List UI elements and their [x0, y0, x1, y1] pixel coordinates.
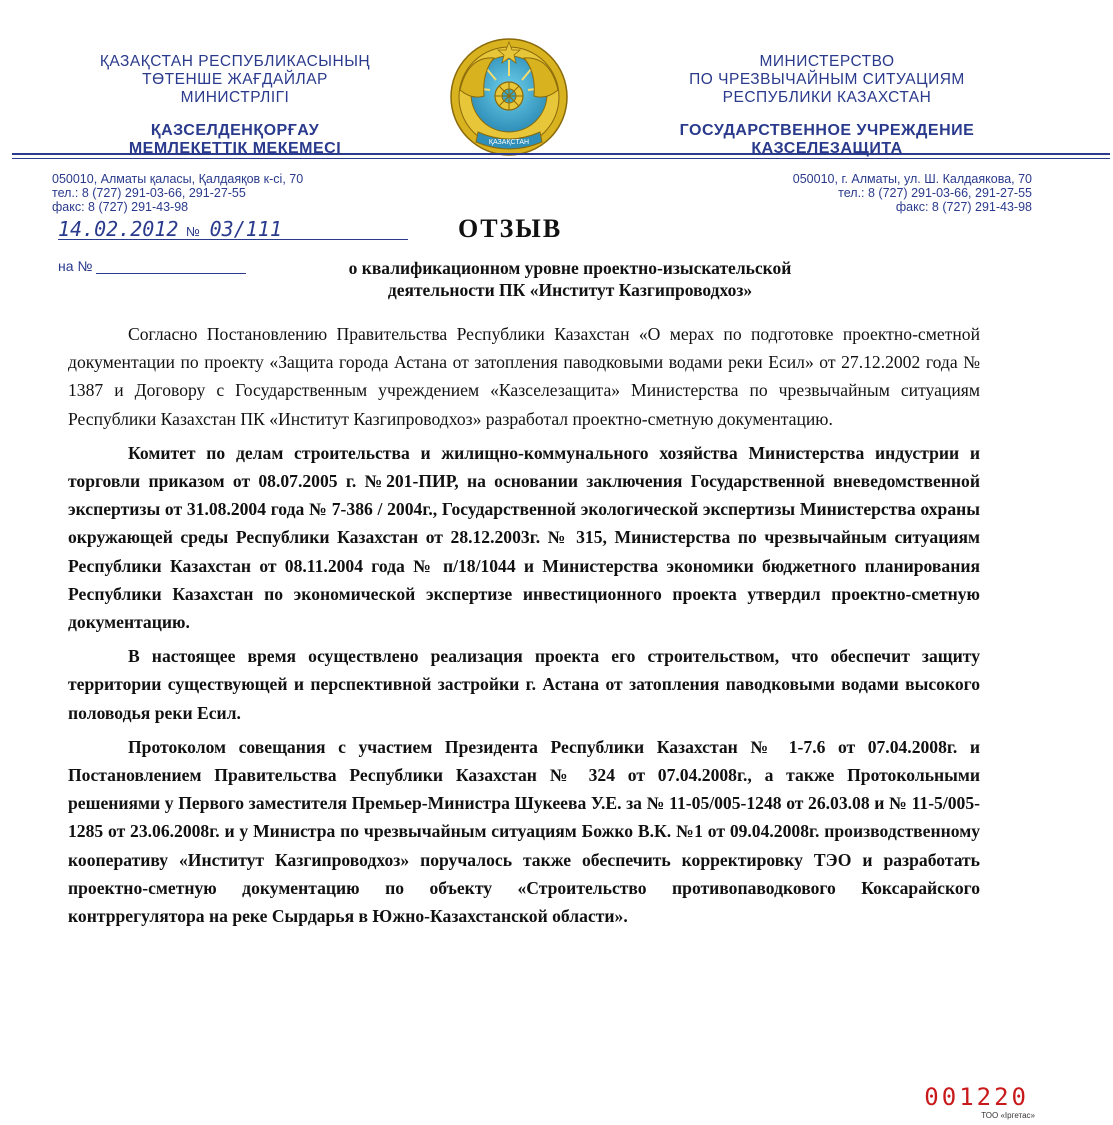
address-right: [640, 172, 1032, 214]
header-left-line5: МЕМЛЕКЕТТІК МЕКЕМЕСІ: [128, 140, 342, 157]
header-left-line2: ТӨТЕНШЕ ЖАҒДАЙЛАР: [142, 71, 328, 88]
header-rule-thin: [12, 158, 1110, 159]
header-right-line3: РЕСПУБЛИКИ КАЗАХСТАН: [722, 89, 932, 106]
header-right: [622, 53, 1032, 158]
header-left-line3: МИНИСТРЛІГІ: [180, 89, 290, 106]
subject-line1: о квалификационном уровне проектно-изыскательской: [348, 258, 792, 278]
document-subject: [180, 257, 960, 301]
registration-number: 03/111: [209, 217, 282, 241]
registration-date: 14.02.2012: [58, 217, 179, 241]
document-body: [68, 320, 980, 930]
header-right-line1: МИНИСТЕРСТВО: [759, 53, 895, 70]
address-left: [52, 172, 472, 214]
header-left-line1: ҚАЗАҚСТАН РЕСПУБЛИКАСЫНЫҢ: [99, 53, 371, 70]
address-left-street: 050010, Алматы қаласы, Қалдаяқов к-сі, 70: [52, 172, 304, 186]
address-right-fax: факс: 8 (727) 291-43-98: [895, 200, 1032, 214]
paragraph-3: В настоящее время осуществлено реализация проекта его строительством, что обеспечит защиту территории существующей и перспективной застройки г. Астана от затопления паводковыми водами высокого половодья реки Есил.: [68, 646, 980, 723]
paragraph-4: Протоколом совещания с участием Президента Республики Казахстан № 1-7.6 от 07.04.2008г. и Постановлением Правительства Республики Казахстан № 324 от 07.04.2008г., а также Протокольными решениями у Первого заместителя Премьер-Министра Шукеева У.Е. за № 11-05/005-1248 от 26.03.08 и № 11-5/005-1285 от 23.06.2008г. и у Министра по чрезвычайным ситуациям Божко В.К. №1 от 09.04.2008г. производственному кооперативу «Институт Казгипроводхоз» поручалось также обеспечить корректировку ТЭО и разработать проектно-сметную документацию по объекту «Строительство противопаводкового Коксарайского контррегулятора на реке Сырдарья в Южно-Казахстанской области».: [68, 736, 980, 927]
paragraph-2: Комитет по делам строительства и жилищно-коммунального хозяйства Министерства индустрии и торговли приказом от 08.07.2005 г. №201-ПИР, на основании заключения Государственной вневедомственной экспертизы от 31.08.2004 года № 7-386 / 2004г., Государственной экологической экспертизы Министерства охраны окружающей среды Республики Казахстан от 28.12.2003г. № 315, Министерства по чрезвычайным ситуациям Республики Казахстан от 08.11.2004 года № п/18/1044 и Министерства экономики бюджетного планирования Республики Казахстан по экономической экспертизе инвестиционного проекта утвердил проектно-сметную документацию.: [68, 442, 980, 633]
paragraph-1: Согласно Постановлению Правительства Республики Казахстан «О мерах по подготовке проектно-сметной документации по проекту «Защита города Астана от затопления паводковыми водами реки Есил» от 27.12.2002 года № 1387 и Договору с Государственным учреждением «Казселезащита» Министерства по чрезвычайным ситуациям Республики Казахстан ПК «Институт Казгипроводхоз» разработал проектно-сметную документацию.: [68, 324, 980, 429]
header-rule-thick: [12, 153, 1110, 155]
printer-name: ТОО «Іргетас»: [981, 1111, 1035, 1120]
address-left-fax: факс: 8 (727) 291-43-98: [52, 200, 189, 214]
subject-line2: деятельности ПК «Институт Казгипроводхоз»: [387, 280, 753, 300]
registration-no-label: №: [186, 224, 200, 239]
header-right-line5: КАЗСЕЛЕЗАЩИТА: [751, 140, 903, 157]
serial-number: 001220: [924, 1083, 1029, 1111]
emblem-label: ҚАЗАҚСТАН: [488, 139, 530, 146]
state-emblem: [446, 36, 572, 158]
header-right-line2: ПО ЧРЕЗВЫЧАЙНЫМ СИТУАЦИЯМ: [689, 71, 965, 88]
address-right-tel: тел.: 8 (727) 291-03-66, 291-27-55: [838, 186, 1032, 200]
header-left-line4: ҚАЗСЕЛДЕНҚОРҒАУ: [150, 122, 320, 139]
header-left: [40, 53, 430, 158]
header-right-line4: ГОСУДАРСТВЕННОЕ УЧРЕЖДЕНИЕ: [679, 122, 975, 139]
registration-line: [58, 217, 408, 240]
address-right-street: 050010, г. Алматы, ул. Ш. Калдаякова, 70: [792, 172, 1032, 186]
document-title: ОТЗЫВ: [458, 214, 563, 243]
reply-label: на №: [58, 258, 93, 274]
emblem-icon: [446, 36, 572, 158]
address-left-tel: тел.: 8 (727) 291-03-66, 291-27-55: [52, 186, 246, 200]
